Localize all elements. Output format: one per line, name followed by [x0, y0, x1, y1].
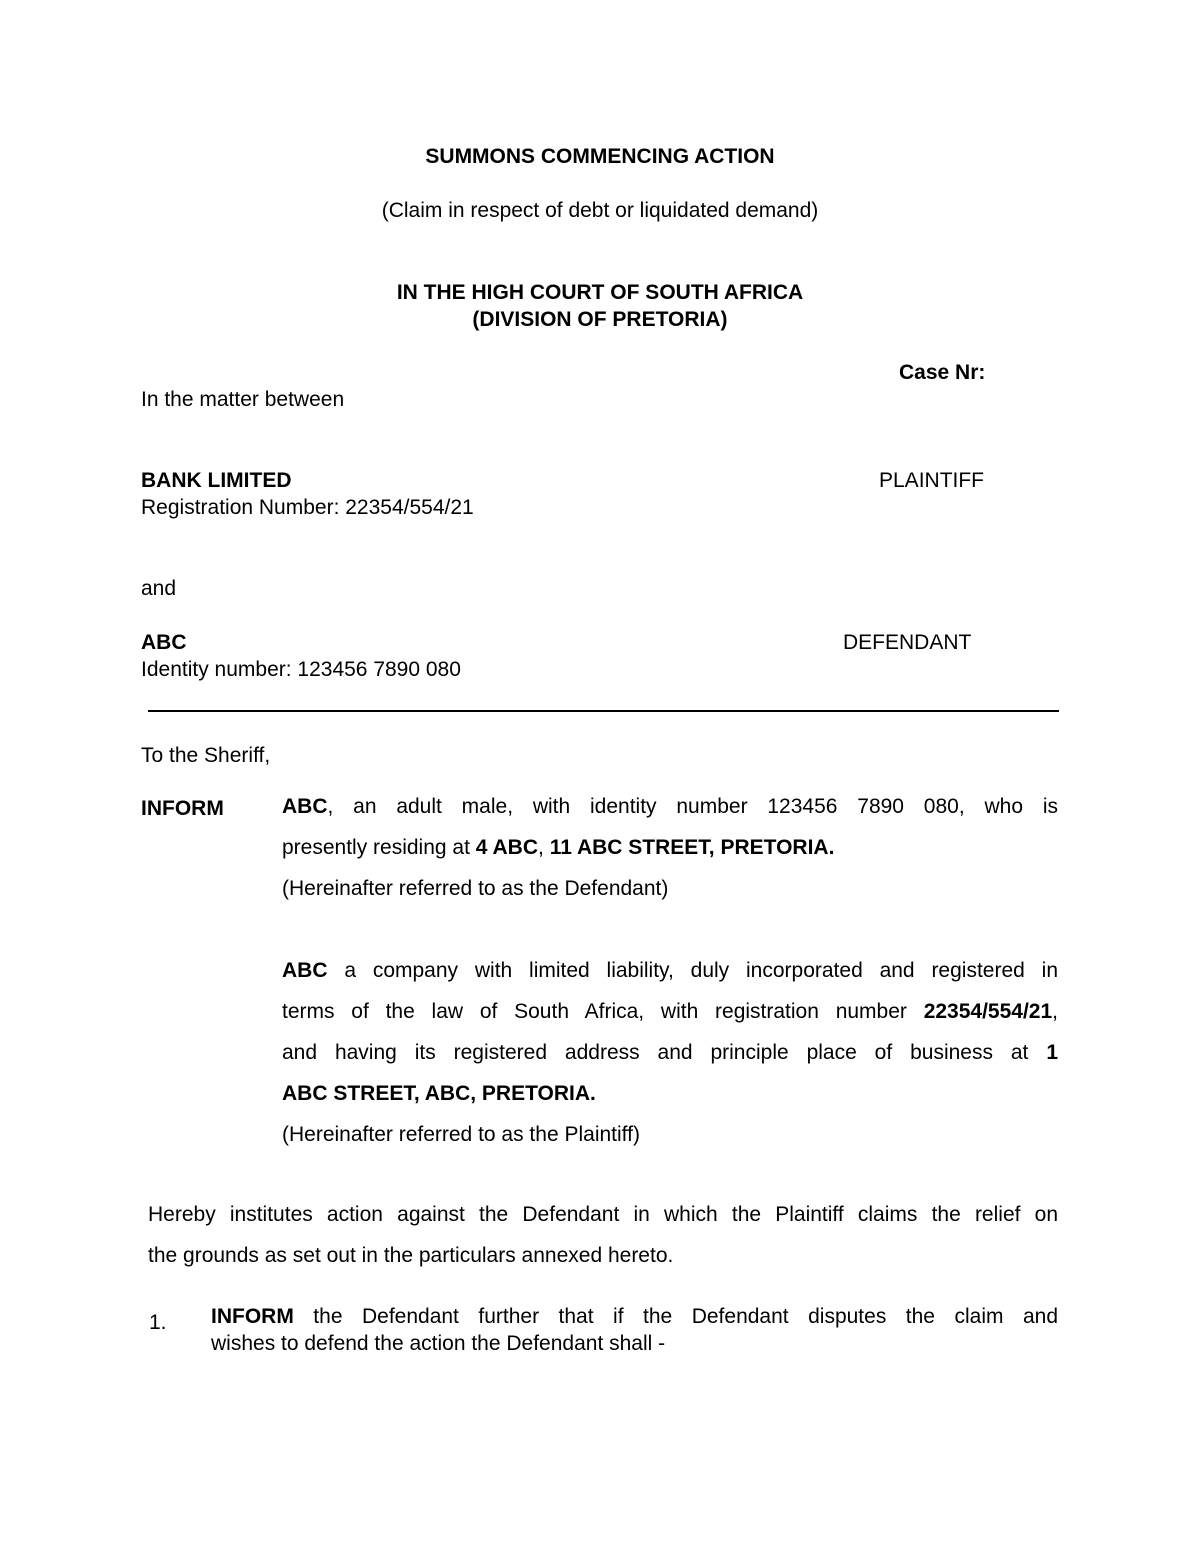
text-run: ,: [538, 836, 550, 859]
plaintiff-description-line: (Hereinafter referred to as the Plaintiff): [282, 1123, 640, 1146]
court-name: IN THE HIGH COURT OF SOUTH AFRICA: [396, 281, 804, 304]
plaintiff-description-line: [282, 1073, 1058, 1114]
text-run: a company with limited liability, duly incorporated and registered in: [327, 959, 1058, 982]
defendant-name: ABC: [141, 631, 187, 654]
registration-number-bold: 22354/554/21: [923, 1000, 1053, 1023]
list-item-line: wishes to defend the action the Defendant shall -: [211, 1332, 666, 1355]
document-subtitle: (Claim in respect of debt or liquidated demand): [381, 199, 819, 222]
defendant-description-line: (Hereinafter referred to as the Defendant): [282, 877, 669, 900]
defendant-description-line: [282, 827, 1058, 868]
inform-bold: INFORM: [211, 1305, 294, 1328]
defendant-description: [282, 786, 1058, 909]
plaintiff-name-bold: ABC: [282, 959, 328, 982]
institution-line: Hereby institutes action against the Defendant in which the Plaintiff claims the relief on: [148, 1203, 1058, 1226]
list-item-number: 1.: [149, 1311, 167, 1334]
text-run: presently residing at: [282, 836, 476, 859]
plaintiff-name: BANK LIMITED: [141, 469, 292, 492]
address-bold: 11 ABC STREET, PRETORIA.: [549, 836, 835, 859]
text-run: ,: [1052, 1000, 1058, 1023]
defendant-role: DEFENDANT: [843, 631, 972, 654]
plaintiff-description-line: [282, 991, 1058, 1032]
plaintiff-registration: Registration Number: 22354/554/21: [141, 496, 474, 519]
plaintiff-description-line: [282, 1032, 1058, 1073]
text-run: the Defendant further that if the Defendant disputes the claim and: [293, 1305, 1058, 1328]
list-item-line: [211, 1303, 1058, 1330]
address-bold: ABC STREET, ABC, PRETORIA.: [282, 1082, 596, 1105]
inform-label: INFORM: [141, 797, 224, 820]
salutation: To the Sheriff,: [141, 744, 271, 767]
address-bold: 1: [1046, 1041, 1058, 1064]
institution-paragraph: [148, 1194, 1058, 1276]
plaintiff-description: [282, 950, 1058, 1155]
plaintiff-description-line: [282, 950, 1058, 991]
matter-intro: In the matter between: [141, 388, 345, 411]
case-number-label: Case Nr:: [899, 361, 986, 384]
document-title: SUMMONS COMMENCING ACTION: [425, 145, 775, 168]
court-division: (DIVISION OF PRETORIA): [472, 308, 728, 331]
text-run: and having its registered address and principle place of business at: [282, 1041, 1047, 1064]
defendant-description-line: [282, 786, 1058, 827]
parties-conjunction: and: [141, 577, 177, 600]
defendant-identity: Identity number: 123456 7890 080: [141, 658, 461, 681]
list-item-1: [211, 1303, 1058, 1357]
defendant-name-bold: ABC: [282, 795, 328, 818]
institution-line: the grounds as set out in the particulars annexed hereto.: [148, 1244, 674, 1267]
plaintiff-role: PLAINTIFF: [879, 469, 985, 492]
address-bold: 4 ABC: [475, 836, 539, 859]
text-run: terms of the law of South Africa, with registration number: [282, 1000, 924, 1023]
text-run: , an adult male, with identity number 123456 7890 080, who is: [327, 795, 1058, 818]
divider-rule: [148, 710, 1059, 712]
